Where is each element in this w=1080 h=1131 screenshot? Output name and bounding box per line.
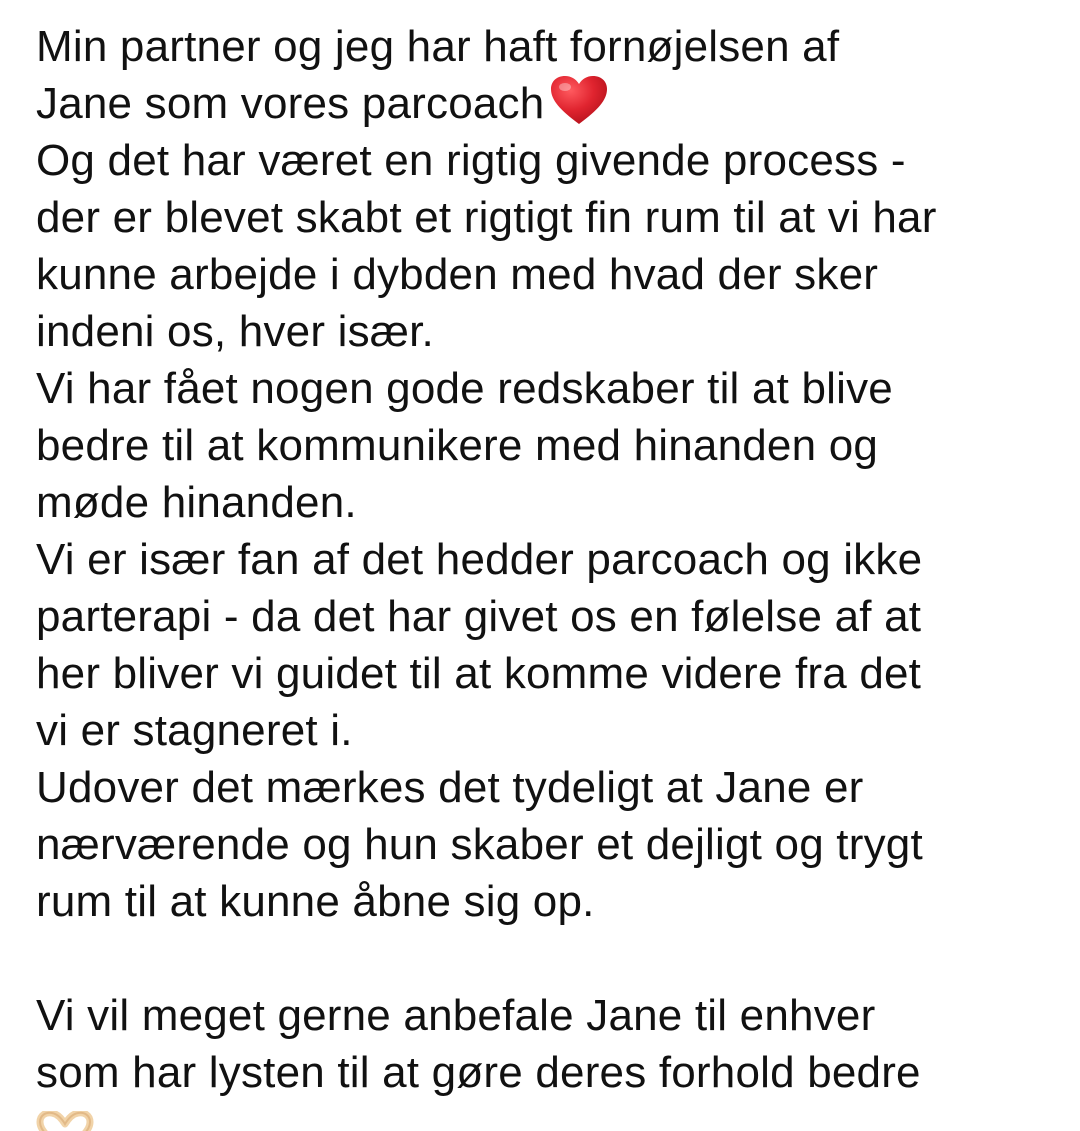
post-line-14: Udover det mærkes det tydeligt at Jane er [36,763,864,812]
post-line-5: kunne arbejde i dybden med hvad der sker [36,250,879,299]
post-line-2 [36,75,1060,132]
post-line-6: indeni os, hver især. [36,307,434,356]
post-line-2-text: Jane som vores parcoach [36,79,545,128]
post-line-7: Vi har fået nogen gode redskaber til at blive [36,364,893,413]
post-line-15: nærværende og hun skaber et dejligt og trygt [36,820,923,869]
heart-hands-icon [36,1108,94,1131]
post-line-9: møde hinanden. [36,478,357,527]
post-line-13: vi er stagneret i. [36,706,353,755]
post-line-18: som har lysten til at gøre deres forhold bedre [36,1048,921,1097]
post-line-17: Vi vil meget gerne anbefale Jane til enhver [36,991,876,1040]
red-heart-icon [550,76,608,126]
post-line-3: Og det har været en rigtig givende process - [36,136,906,185]
post-line-8: bedre til at kommunikere med hinanden og [36,421,879,470]
post-line-1: Min partner og jeg har haft fornøjelsen af [36,22,840,71]
post-line-4: der er blevet skabt et rigtigt fin rum til at vi har [36,193,937,242]
blank-line [36,930,1060,987]
post-line-11: parterapi - da det har givet os en følelse af at [36,592,922,641]
post-line-10: Vi er især fan af det hedder parcoach og ikke [36,535,923,584]
post-line-12: her bliver vi guidet til at komme videre fra det [36,649,922,698]
post-line-16: rum til at kunne åbne sig op. [36,877,595,926]
